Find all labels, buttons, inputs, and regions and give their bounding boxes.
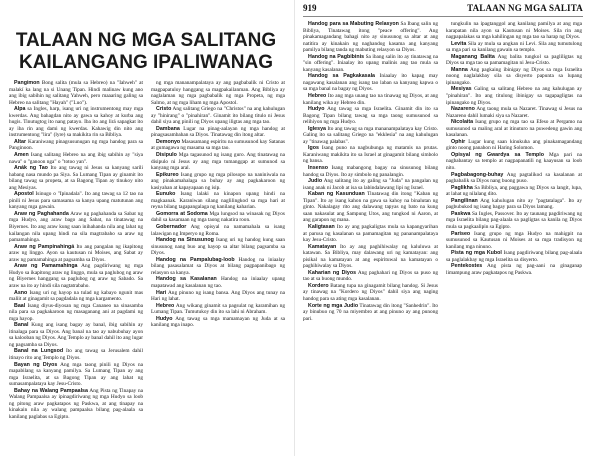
glossary-definition: tungkulin na ipagtanggol ang kanilang pamilya at ang mga karapatan nila ayon sa Kautusan ni Moises. Sila rin ang nagpapalakas sa mga kahilingan ng mga tao sa harap ng Diyos. <box>446 21 582 41</box>
glossary-entry <box>151 152 285 172</box>
glossary-term: Pagbabagong-buhay <box>451 171 504 178</box>
glossary-definition: Sa Ingles, Passover. Ito ay taunang pagdiriwang ng mga Israelita bilang pag-alaala sa pagligtas sa kanila ng Diyos mula sa pagkaalipin sa Egipto. <box>446 210 582 230</box>
glossary-term: Amen <box>14 152 29 159</box>
glossary-entry <box>446 172 582 185</box>
glossary-definition: Isang uri ng hayop na tulad ng kabayo ngunit mas maliit at ginagamit sa pagdadala ng mga kargamento. <box>9 289 143 303</box>
glossary-definition: Isang puno na nagbubunga ng matamis na prutas. Karaniwang makikita ito sa Israel at ginagamit bilang simbolo ng bansa. <box>303 145 438 165</box>
page-number: 919 <box>303 3 317 13</box>
glossary-entry <box>303 270 438 283</box>
glossary-entry <box>446 21 582 41</box>
glossary-entry <box>446 119 582 139</box>
glossary-term: Araw ng Paghahanda <box>14 210 69 217</box>
glossary-entry <box>9 388 143 421</box>
glossary-definition: Ang salitang ito ay galing sa "Juda" na pangalan ng isang anak ni Jacob at isa sa labindalawang lipi ng Israel. <box>303 178 438 191</box>
glossary-term: Cristo <box>156 106 172 113</box>
running-header <box>303 3 583 17</box>
glossary-definition: Batang tupa na ginagamit bilang handog. Si Jesus ay tinawag na "Kordero ng Diyos" dahil siya ang naging handog para sa ating mga kasalanan. <box>303 282 438 302</box>
glossary-entry <box>151 237 285 257</box>
glossary-term: Dambana <box>156 125 180 132</box>
glossary-term: Mesiyas <box>451 86 472 93</box>
glossary-entry <box>9 244 143 264</box>
glossary-entry <box>9 211 143 244</box>
glossary-definition: Ang salitang Griego na "Christos" na ang kahulugan ay "hinirang" o "pinahiran". Ginamit ito bilang titulo ni Jesus dahil siya ang pinili ng Diyos upang iligtas ang mga tao. <box>151 106 285 126</box>
glossary-term: Handog para sa Mabuting Relasyon <box>308 21 399 27</box>
glossary-entry <box>303 93 438 106</box>
glossary-entry <box>446 41 582 54</box>
glossary-term: Opisyal ng Gwardya sa Templo <box>451 151 544 158</box>
glossary-term: Pista ng mga Kubol <box>451 250 502 257</box>
glossary-term: Kamatayan <box>308 243 337 250</box>
glossary-term: Altar <box>14 138 27 145</box>
glossary-term: Anák ng Tao <box>14 165 48 172</box>
glossary-term: Insenso <box>308 165 329 172</box>
glossary-term: Pentekostes <box>451 263 483 270</box>
glossary-term: Bahay na Walang Pampaalsa <box>14 387 88 394</box>
glossary-term: Kaharian ng Diyos <box>308 269 357 276</box>
running-title: TALAAN NG MGA SALITA <box>467 3 583 13</box>
glossary-definition: Ang tawag sa mga mamamayan ng Juda at sa kanilang mga inapo. <box>151 315 285 329</box>
glossary-term: Nicolaita <box>451 119 474 126</box>
glossary-definition: Isang mabangong bagay na sinusunog bilang handog sa Diyos. Ito ay simbolo ng panalangin. <box>303 165 438 178</box>
glossary-term: Bayan ng Diyos <box>14 361 58 368</box>
glossary-entry <box>303 21 438 54</box>
glossary-entry <box>446 198 582 211</box>
glossary-entry <box>446 185 582 198</box>
glossary-definition: Mga pari na nagbabantay sa templo at nagpapanatili ng kaayusan sa loob nito. <box>446 151 582 172</box>
glossary-entry <box>9 191 143 211</box>
glossary-definition: sa Ingles, harp, isang uri ng instrumentong may mga kwerdas. Ang bahagdan nito ay gawa sa kahoy at kurba ang hugis. Tinutugtog ito nang patayo. Iba ito ang lirá sapagkat ito ay iba rin ang dami ng kwerdas. Kahawig din nito ang instrumentong "lira" (lyre) sa makikita rin sa Bibliya. <box>9 106 143 139</box>
glossary-entry <box>446 231 582 251</box>
glossary-definition: Isang grupo ng mga pilosopo na naniniwala na ang pinakamahalaga sa buhay ay ang pagkakaroon ng kasiyahan at kapayapaan ng isip. <box>151 171 285 191</box>
glossary-entry <box>9 263 143 289</box>
glossary-column-3 <box>303 21 438 450</box>
glossary-term: Hudyo <box>156 315 173 322</box>
glossary-entry <box>151 224 285 237</box>
glossary-entry <box>303 165 438 178</box>
glossary-definition: Isang grupo ng mga tao sa Efeso at Pergamo na sumusunod sa maling aral at itinuturo na puwedeng gawin ang kasalanan. <box>446 119 582 139</box>
glossary-column-2 <box>151 80 285 450</box>
glossary-term: Nazareno <box>451 106 475 113</box>
glossary-term: Paskwa <box>451 210 471 217</box>
glossary-term: Judio <box>308 178 323 185</box>
glossary-entry <box>9 165 143 191</box>
title-line-1: TALAAN NG MGA SALITANG <box>15 30 277 51</box>
glossary-definition: Araw ng paghahanda sa Sabat ng mga Hudyo, ang araw bago ang Sabat, na tinatawag na Biyernes. Ito ang araw kung saan inihahanda nila ang lahat ng kailangan nila upang hindi na sila magtrabaho sa araw ng pamamahinga. <box>9 210 143 244</box>
glossary-term: Eunuko <box>156 191 176 198</box>
glossary-term: Apostol <box>14 191 34 198</box>
glossary-entry <box>151 80 285 106</box>
glossary-column-1 <box>9 80 143 450</box>
glossary-definition: Sila ay mula sa angkan ni Levi. Sila ang tumutulong sa mga pari sa kanilang gawain sa templo. <box>446 40 582 54</box>
glossary-definition: Lugar kung saan kinukuha ang pinakamagandang ginto noong panahon ni Haring Solomon. <box>446 138 582 152</box>
glossary-term: Hudyo <box>308 106 325 113</box>
glossary-definition: Ang pagtalikod sa kasalanan at pagbabalik sa Diyos nang buong puso. <box>446 171 582 185</box>
glossary-term: Ophir <box>451 138 466 145</box>
glossary-term: Kordero <box>308 282 329 289</box>
glossary-entry <box>151 139 285 152</box>
glossary-term: Paglikha <box>451 184 473 191</box>
glossary-entry <box>446 86 582 106</box>
glossary-term: Gobernador <box>156 224 187 231</box>
header-rule <box>303 16 583 17</box>
page-gutter <box>294 0 295 456</box>
glossary-entry <box>303 54 438 74</box>
glossary-entry <box>303 244 438 270</box>
glossary-entry <box>446 106 582 119</box>
glossary-term: Pangimon <box>14 80 40 86</box>
glossary-term: Kaban ng Kasunduan <box>308 191 365 198</box>
glossary-term: Araw ng Pampinahingá <box>14 243 75 250</box>
glossary-entry <box>9 152 143 165</box>
glossary-term: Pangilinan <box>451 197 478 204</box>
glossary-column-4 <box>446 21 582 450</box>
glossary-definition: Isang salitang Hebreo na ang ibig sabihin ay "siya nawa" o "ganoon nga" o "totoo yan". <box>9 152 143 165</box>
glossary-term: Pariseo <box>451 230 471 237</box>
glossary-entry <box>303 126 438 146</box>
glossary-entry <box>303 303 438 323</box>
glossary-term: Igos <box>308 145 319 152</box>
glossary-term: Asno <box>14 289 28 296</box>
glossary-definition: Bong salita (mula sa Hebreo) na "Iahweh" at malakí ka lang na si Unang Tipan. Hindi malinaw kung ano ang ibig sabihin ng salitang Yahweh, pero maaaring galing sa Hebreo na salitang "Hayah" ("Luo"). <box>9 80 143 106</box>
glossary-entry <box>303 178 438 191</box>
glossary-definition: Ito ay ang pagkaligtas mula sa kapangyarihan at parusa ng kasalanan sa pamamagitan ng pananampalataya kay Jesu-Cristo. <box>303 223 438 244</box>
glossary-definition: Kung ang isang bagay ay banal, ibig sabihin ay itinalaga para sa Diyos. Ang banal na tao ay nabubuhay ayon sa kalooban ng Diyos. Ang Templo ay banal dahil ito ang lugar ng pagsamba sa Diyos. <box>9 322 143 348</box>
glossary-definition: Handog na iniaalay upang mapatawad ang kasalanan ng tao. <box>151 276 285 289</box>
glossary-entry <box>446 54 582 67</box>
glossary-entry <box>151 106 285 126</box>
glossary-definition: Ang pista ng pag-aani na ginaganap limampung araw pagkatapos ng Paskwa. <box>446 263 582 276</box>
glossary-entry <box>9 322 143 348</box>
glossary-term: Araw ng Pamamahinga <box>14 263 78 270</box>
glossary-definition: Iniaalay ito kapag may nagawang kasalanan ang isang tao laban sa kanyang kapwa o sa mga banal na bagay ng Diyos. <box>303 73 438 93</box>
glossary-definition: Ito ang pangalan ng ikapitong araw ng linggo. Ayon sa kautusan ni Moises, ang Sabat ay araw ng pamamahinga at pagsamba sa Diyos. <box>9 243 143 263</box>
glossary-definition: Tinatawag din itong "Sanhedrin". Ito ay binubuo ng 70 na miyembro at ang pinuno ay ang punong pari. <box>303 302 438 322</box>
glossary-term: Maganang Balita <box>451 53 495 60</box>
glossary-entry <box>151 257 285 277</box>
glossary-definition: Handog na iniaalay bilang pasasalamat sa Diyos at bilang pagpapanibago ng relasyon sa kanya. <box>151 256 285 276</box>
glossary-term: Iglesya <box>308 125 326 132</box>
glossary-term: Baal <box>14 302 26 309</box>
glossary-term: Gomorra at Sodoma <box>156 210 208 217</box>
glossary-entry <box>446 152 582 172</box>
glossary-entry <box>9 362 143 388</box>
glossary-entry <box>303 283 438 303</box>
glossary-definition: Ito ang tawag sa mga mananampalataya kay Cristo. Galing ito sa salitang Griego na "ekklesia" na ang kahulugan ay "tinawag palabas". <box>303 125 438 145</box>
glossary-definition: Lugar na pinag-aalayan ng mga handog at pinagsasambahan sa Diyos. Tinatawag din itong altar. <box>151 125 285 139</box>
glossary-term: Hari <box>156 289 167 296</box>
glossary-entry <box>9 80 143 106</box>
glossary-term: Hebreo <box>308 93 327 100</box>
glossary-definition: Sa ibang salin ito ay tinatawag na "sin offering". Iniaalay ito upang malinis ang tao mula sa kanyang kasalanan. <box>303 53 438 73</box>
glossary-term: Handog sa Kasalanan <box>156 276 217 283</box>
glossary-term: Levita <box>451 40 467 47</box>
glossary-definition: Ang wikang ginamit sa pagsulat ng karamihan ng Lumang Tipan. Tumutukoy din ito sa lahi ni Abraham. <box>151 302 285 316</box>
glossary-definition: Ito ang mga unang tao na tinawag ng Diyos, at ang kanilang wika ay Hebreo din. <box>303 93 438 106</box>
glossary-term: Banal na Lungsod <box>14 348 64 355</box>
glossary-definition: Ang pagdiriwang ng mga Hudyo sa ikapitong araw ng linggo, mula sa paglubog ng araw ng Biyernes hanggang sa paglubog ng araw ng Sabado. Sa araw na ito ay hindi sila nagtatrabaho. <box>9 263 143 289</box>
glossary-entry <box>446 263 582 276</box>
glossary-term: Handog sa Pagkakasala <box>308 73 375 80</box>
glossary-entry <box>151 172 285 192</box>
glossary-entry <box>9 139 143 152</box>
glossary-entry <box>303 224 438 244</box>
glossary-term: Disipulo <box>156 152 177 159</box>
glossary-definition: Isang grupo ng mga Hudyo na mahigpit na sumusunod sa Kautusan ni Moises at sa mga tradisyon ng kanilang mga ninuno. <box>446 230 582 250</box>
glossary-entry <box>303 106 438 126</box>
glossary-definition: Ang pagkaing ibinigay ng Diyos sa mga Israelita noong naglalakbay sila sa disyerto papunta sa lupang ipinangako. <box>446 66 582 86</box>
glossary-definition: Ang opisyal na namamahala sa isang lalawigan ng Imperyo ng Roma. <box>151 224 285 237</box>
glossary-entry <box>9 348 143 361</box>
glossary-term: Handog na Pampalubag-loob <box>156 256 235 263</box>
glossary-definition: Ang mga taong pinili ng Diyos na mapabilang sa kanyang pamilya. Sa Lumang Tipan ay ang mga Israelita, at sa Bagong Tipan ay ang lahat ng sumasampalataya kay Jesu-Cristo. <box>9 361 143 388</box>
glossary-entry <box>151 316 285 329</box>
glossary-definition: Ang kahulugan nito ay "pagtatalaga". Ito ay pagbubukod ng isang bagay para sa Diyos lamang. <box>446 197 582 211</box>
glossary-entry <box>151 211 285 224</box>
glossary-definition: Isang diyus-diyosan ng mga Cananeo na sinasamba nila para sa pagkakaroon ng masaganang ani at pagdami ng mga hayop. <box>9 302 143 322</box>
glossary-definition: Isang uri ng handog kung saan sinusunog nang buo ang hayop sa altar bilang pagsamba sa Diyos. <box>151 237 285 257</box>
glossary-definition: Karaniwang pinagsusunugan ng mga handog para sa Panginoon. <box>9 138 143 152</box>
glossary-term: Kaligtasan <box>308 223 335 230</box>
glossary-definition: Mga tagasunod ng isang guro. Ang tinatawag na disipulo ni Jesus ay ang mga tumanggap at sumunod sa kanyang mga aral. <box>151 152 285 172</box>
glossary-definition: Isinugo o "Ipinadala". Ito ang tawag sa 12 tao na pinili ni Jesus para samasama sa kanya upang matutunan ang kanyang mga gawain. <box>9 191 143 211</box>
glossary-entry <box>151 126 285 139</box>
glossary-entry <box>303 73 438 93</box>
glossary-definition: Ito ang tawag ni Jesus sa kanyang sarili habang nasa mundo pa Siya. Sa Lumang Tipan ay ginamit ito bilang tawag sa propeta, at sa Bagong Tipan ay tinukoy nito ang Mesiyas. <box>9 165 143 191</box>
glossary-term: Epikureo <box>156 171 179 178</box>
glossary-definition: Ang tawag sa mga Israelita. Ginamit din ito sa Bagong Tipan bilang tawag sa mga taong sumusunod sa relihiyon ng mga Hudyo. <box>303 106 438 126</box>
glossary-entry <box>151 191 285 211</box>
glossary-definition: Ang pinuno ng isang bansa. Ang Diyos ang tunay na Hari ng lahat. <box>151 289 285 303</box>
glossary-definition: Galing sa salitang Hebreo na ang kahulugan ay "pinahiran". Ito ang titulong ibinigay sa tagapagligtas na ipinangako ng Diyos. <box>446 86 582 106</box>
glossary-entry <box>9 106 143 139</box>
glossary-definition: Ang taong mula sa Nazaret. Tinawag si Jesus na Nazareno dahil lumaki siya sa Nazaret. <box>446 106 582 119</box>
glossary-entry <box>446 250 582 263</box>
glossary-definition: Masasamang espiritu na sumusunod kay Satanas at gumagawa ng masama sa mga tao. <box>151 138 285 152</box>
glossary-definition: Isang pagdiriwang bilang pag-alaala sa paglalakbay ng mga Israelita sa disyerto. <box>446 250 582 263</box>
glossary-definition: Isang lalaki na kinapon upang hindi na magkaanak. Karaniwan silang naglilingkod sa mga hari at reyna bilang tagapangalaga ng kanilang kaharian. <box>151 191 285 211</box>
glossary-entry <box>303 145 438 165</box>
glossary-definition: ng mga mananampalataya ay ang pagbabalik ni Cristo at magpapatuloy hanggang sa magpakailanman. Ang Bibliya ay naglalaman ng mga pagbabalik ng mga Propeta, ng mga Salmo, at ng mga liham ng mga Apostol. <box>151 80 285 106</box>
glossary-term: Handog na Sinusunog <box>156 237 214 244</box>
glossary-entry <box>9 303 143 323</box>
glossary-entry <box>303 191 438 224</box>
glossary-definition: Ito ang tawag sa Jerusalem dahil itinayo rito ang Templo ng Diyos. <box>9 348 143 361</box>
glossary-definition: Sa Bibliya, ang paggawa ng Diyos sa langit, lupa, at lahat ng nilalang dito. <box>446 184 582 198</box>
glossary-term: Alpa <box>14 106 26 113</box>
glossary-term: Banal <box>14 322 29 329</box>
glossary-term: Korte ng mga Judio <box>308 302 359 309</box>
glossary-definition: Sa Ibang salin ng Bibliya, Tinatawag itong "peace offering". Ang pinakamagandang bahagi nito ay sinusunog sa altar at ang natitira ay kinakain ng naghandog kasama ang kanyang pamilya bilang tanda ng mabuting relasyon sa Diyos. <box>303 21 438 54</box>
glossary-definition: Ang paghahari ng Diyos sa puso ng tao at sa buong mundo. <box>303 269 438 283</box>
glossary-term: Handog na Pagbibinis <box>308 53 365 60</box>
glossary-definition: Ang Pista ng Tinapay na Walang Pampaalsa ay ipinagdiriwang ng mga Hudyo sa loob ng pitong araw pagkatapos ng Paskwa, at ang tinapay na kinakain nila ay walang pampaalsa bilang pag-alaala sa kanilang paglabas sa Egipto. <box>9 387 143 420</box>
glossary-definition: Ang balita tungkol sa pagliligtas ng Diyos sa mga tao sa pamamagitan ni Jesu-Cristo. <box>446 53 582 67</box>
title-line-2: KAILANGANG IPALIWANAG <box>18 52 274 73</box>
glossary-term: Hebreo <box>156 302 175 309</box>
glossary-definition: Tinatawag din itong "Kaban ng Tipan". Ito ay isang kahon na gawa sa kahoy na binalutan ng ginto. Nakalagay rito ang dalawang tapyas ng bato na kung saan nakasulat ang Sampung Utos, ang tungkod ni Aaron, at ang garapon ng mana. <box>303 191 438 224</box>
glossary-entry <box>446 67 582 87</box>
glossary-term: Demonyo <box>156 138 181 145</box>
glossary-term: Manna <box>451 66 468 73</box>
glossary-entry <box>446 139 582 152</box>
glossary-entry <box>151 303 285 316</box>
glossary-entry <box>151 276 285 289</box>
glossary-entry <box>446 211 582 231</box>
glossary-title <box>6 30 286 74</box>
glossary-definition: Ito ay ang paghihiwalay ng kaluluwa at katawan. Sa Bibliya, may dalawang uri ng kamatayan: ang pisikal na kamatayan at ang espirituwal na kamatayan o paghihiwalay sa Diyos. <box>303 243 438 270</box>
glossary-entry <box>9 290 143 303</box>
glossary-entry <box>151 290 285 303</box>
glossary-definition: Mga lungsod na winasak ng Diyos dahil sa kasamaan ng mga taong nakatira roon. <box>151 210 285 224</box>
